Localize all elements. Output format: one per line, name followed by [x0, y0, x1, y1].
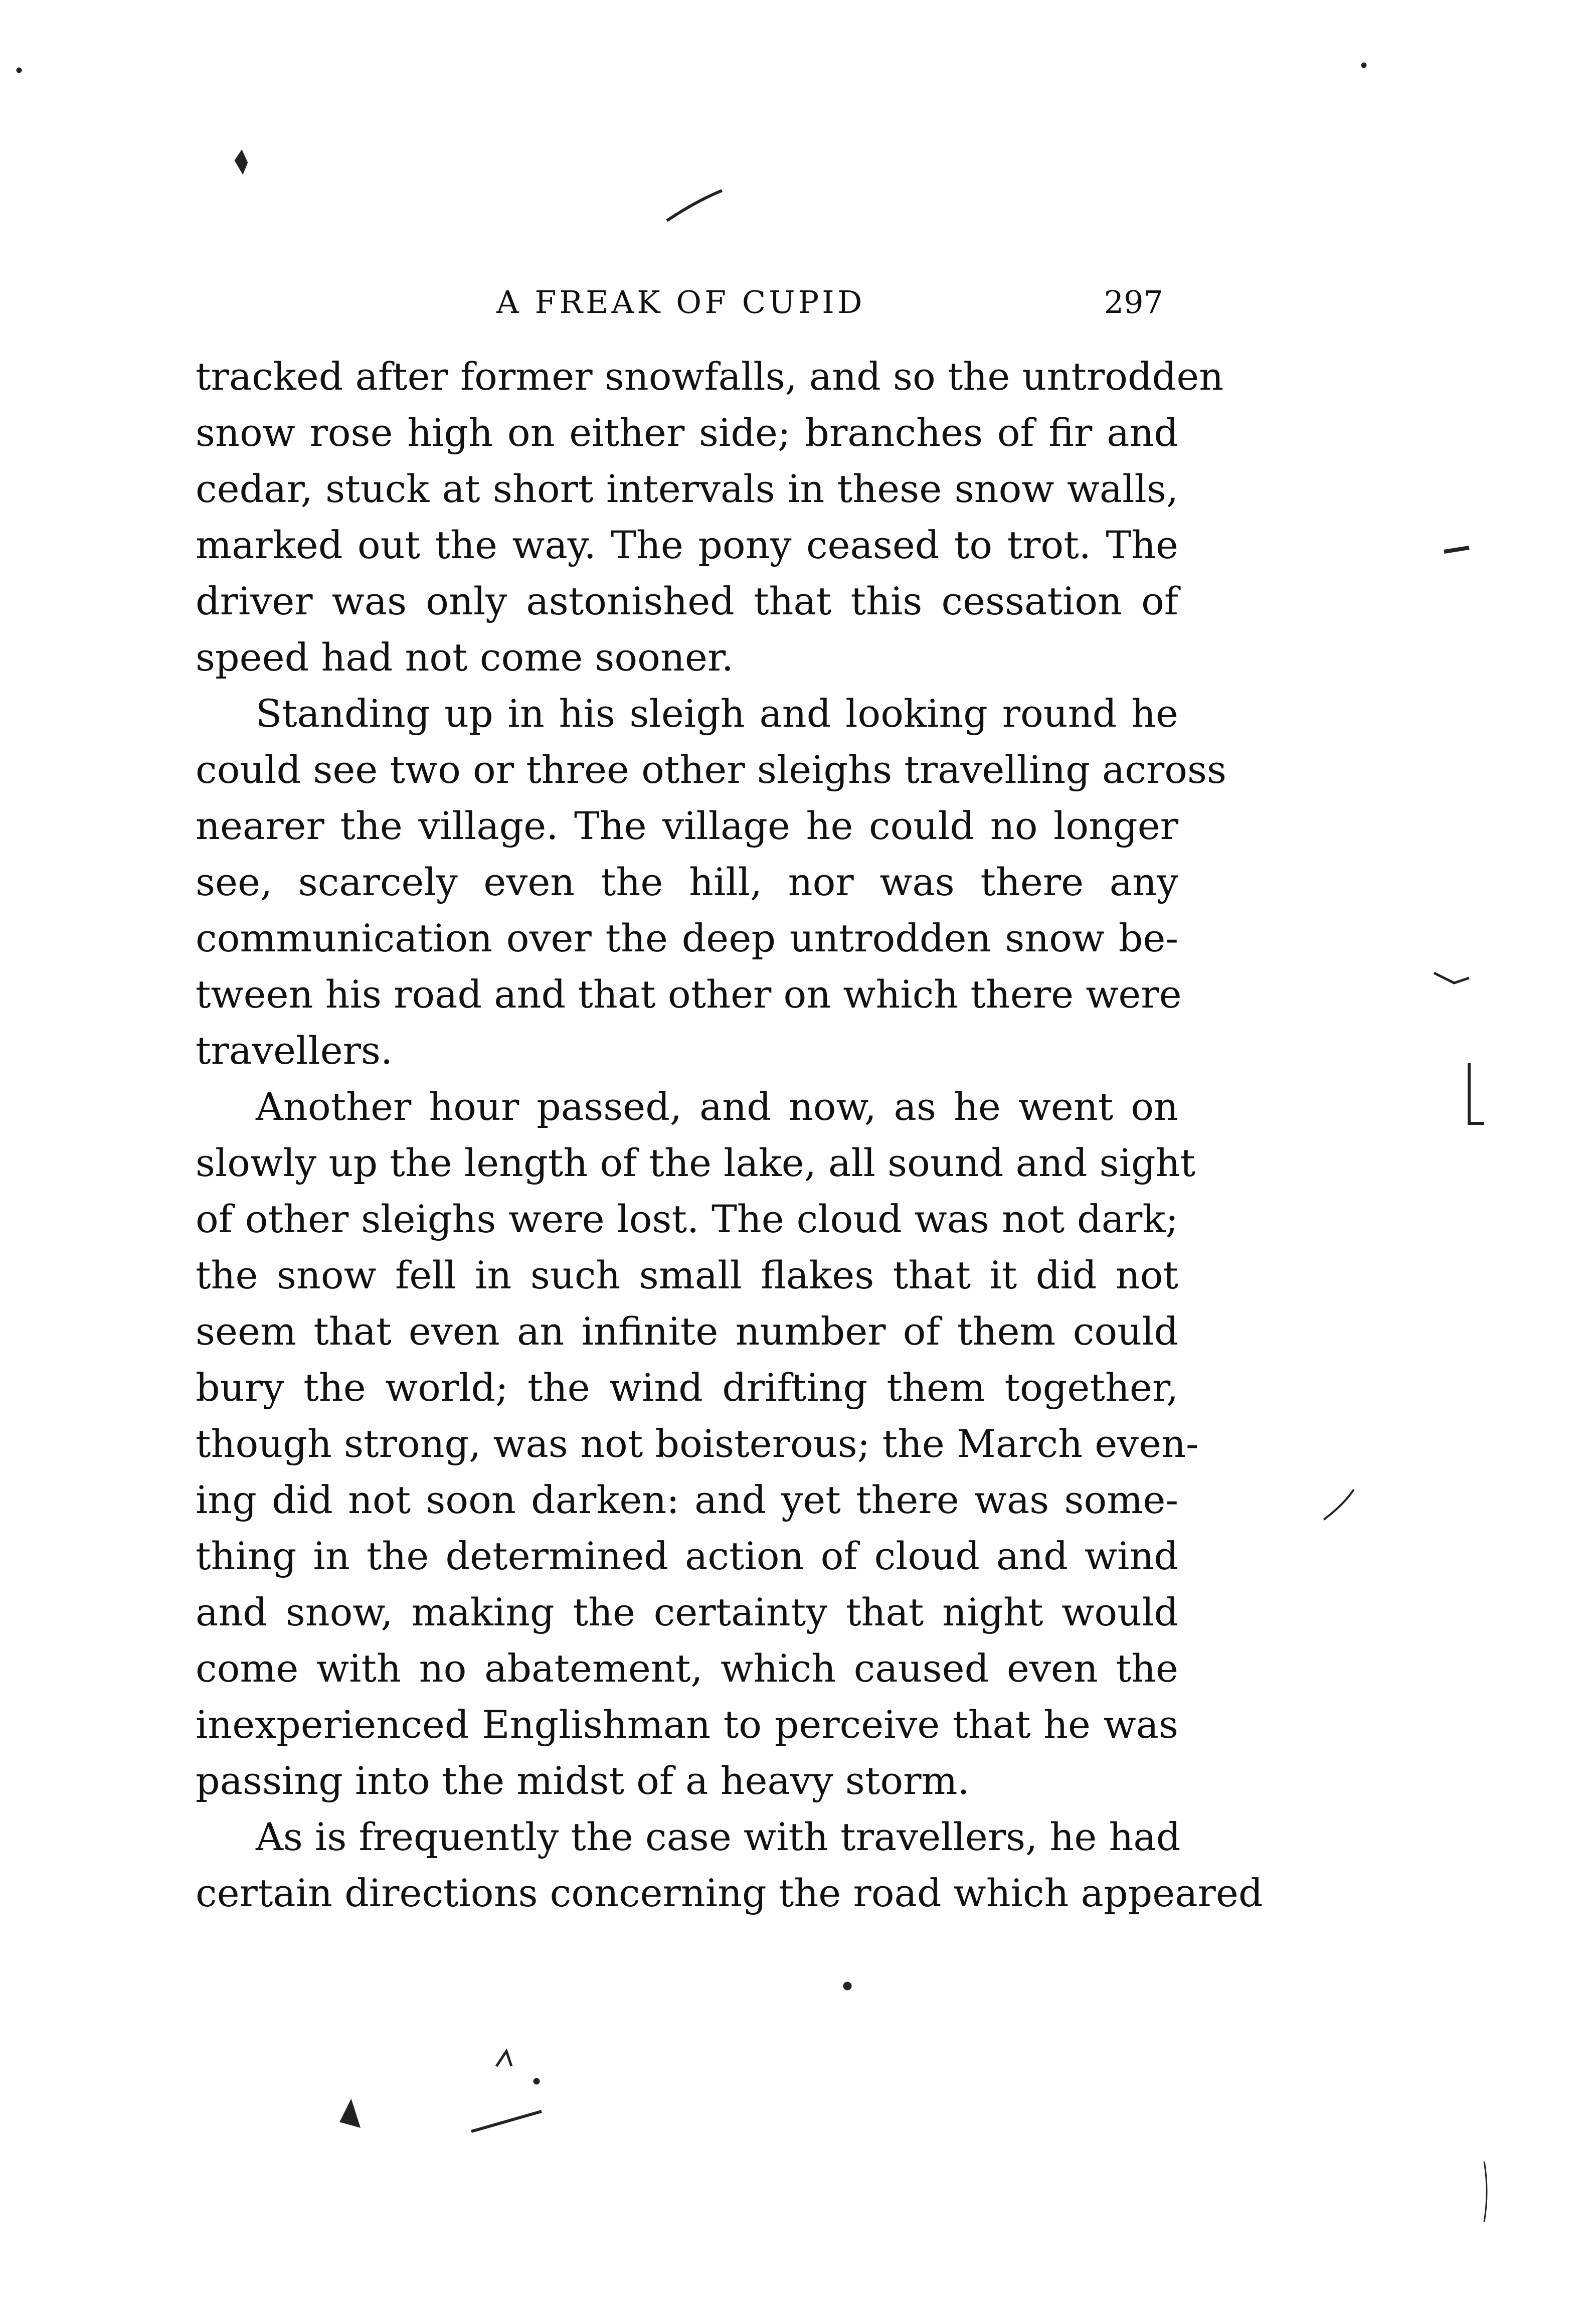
text-line: and snow, making the certainty that night would: [196, 1590, 1178, 1634]
text-line: inexperienced Englishman to perceive that he was: [196, 1702, 1178, 1747]
text-line: though strong, was not boisterous; the March even-: [196, 1421, 1199, 1466]
text-line: tracked after former snowfalls, and so the untrodden: [196, 354, 1224, 399]
text-line: could see two or three other sleighs travelling across: [196, 747, 1226, 792]
text-line: slowly up the length of the lake, all sound and sight: [196, 1140, 1196, 1185]
text-line: driver was only astonished that this cessation of: [196, 579, 1178, 623]
paragraph-3: [196, 1079, 1199, 1809]
text-line: see, scarcely even the hill, nor was there any: [196, 860, 1178, 904]
text-line: As is frequently the case with travellers, he had: [256, 1814, 1181, 1859]
text-line: communication over the deep untrodden snow be-: [196, 916, 1178, 960]
text-line: Another hour passed, and now, as he went on: [256, 1084, 1178, 1129]
running-head: [196, 275, 1163, 330]
text-line: come with no abatement, which caused even the: [196, 1646, 1178, 1691]
text-line: certain directions concerning the road which appeared: [196, 1871, 1263, 1915]
text-line: of other sleighs were lost. The cloud was not dark;: [196, 1197, 1178, 1241]
page-number: 297: [1104, 284, 1163, 320]
body-text: [196, 349, 1263, 2014]
text-line: speed had not come sooner.: [196, 635, 734, 680]
paragraph-4: [196, 1809, 1263, 1921]
text-line: nearer the village. The village he could no longer: [196, 803, 1178, 848]
text-line: bury the world; the wind drifting them together,: [196, 1365, 1178, 1410]
text-line: snow rose high on either side; branches of fir and: [196, 410, 1178, 455]
text-line: thing in the determined action of cloud and wind: [196, 1534, 1178, 1578]
text-line: seem that even an infinite number of them could: [196, 1309, 1178, 1354]
paragraph-2: [196, 686, 1226, 1079]
text-line: cedar, stuck at short intervals in these snow walls,: [196, 466, 1178, 511]
text-line: the snow fell in such small flakes that it did not: [196, 1253, 1178, 1297]
text-line: travellers.: [196, 1028, 393, 1073]
paragraph-1: [196, 349, 1224, 686]
text-line: passing into the midst of a heavy storm.: [196, 1758, 970, 1803]
text-line: Standing up in his sleigh and looking round he: [256, 691, 1178, 736]
text-line: ing did not soon darken: and yet there was some-: [196, 1477, 1178, 1522]
running-head-title: A FREAK OF CUPID: [496, 284, 865, 320]
text-line: marked out the way. The pony ceased to trot. The: [196, 523, 1178, 567]
text-line: tween his road and that other on which there were: [196, 972, 1182, 1017]
